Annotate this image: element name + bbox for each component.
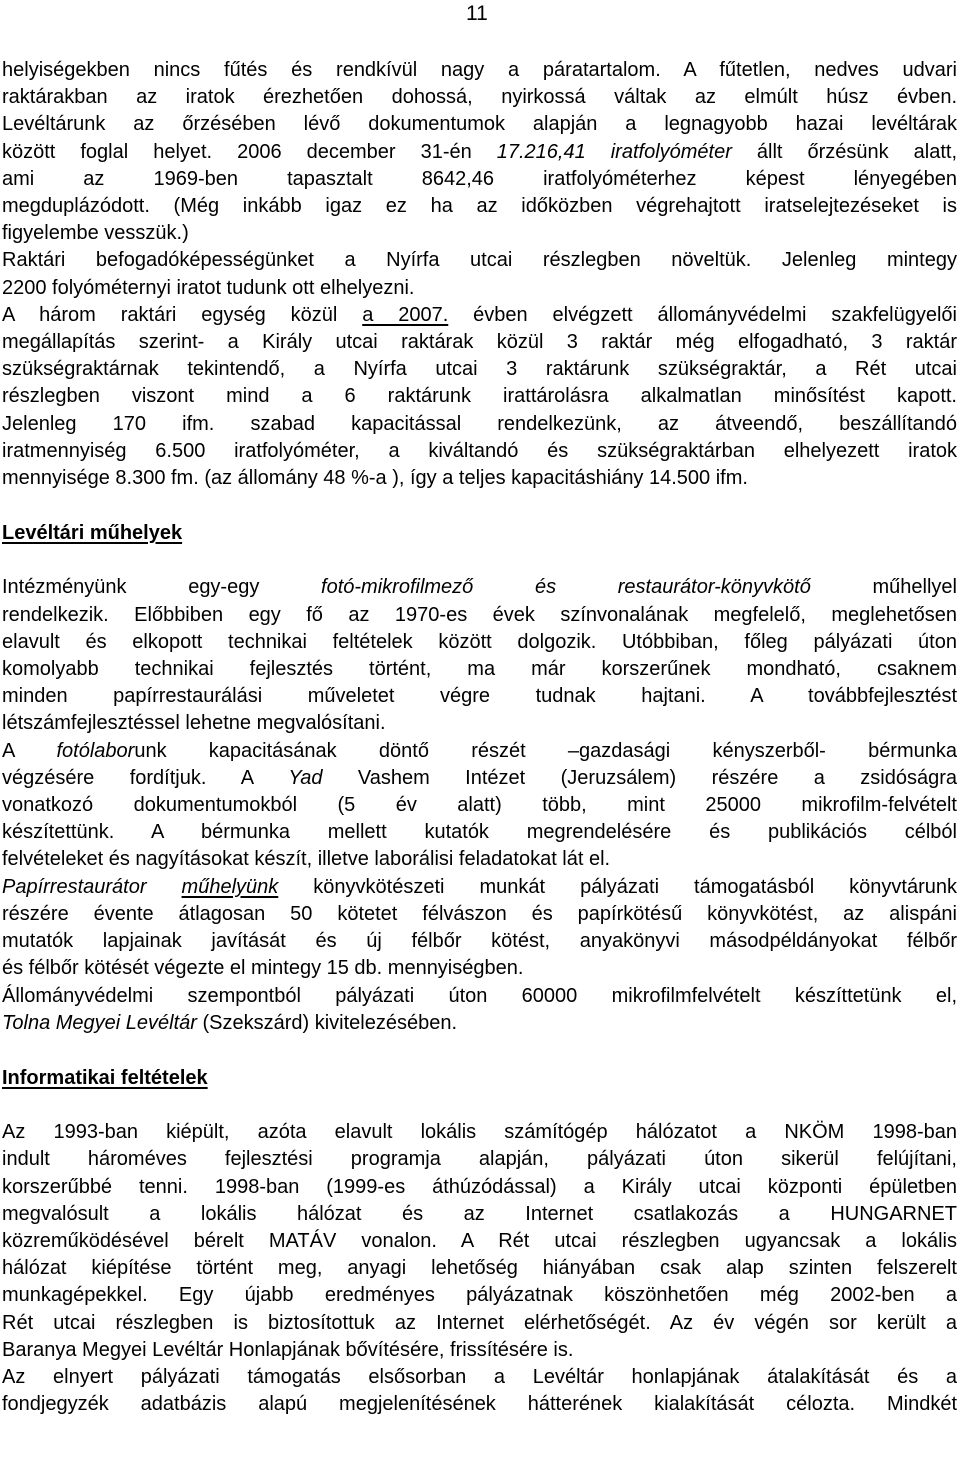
section-heading-workshops: Levéltári műhelyek: [2, 522, 183, 545]
text-span: könyvkötészeti munkát pályázati támogatásból könyvtárunk: [278, 875, 957, 898]
underlined-italic-span: műhelyünk: [181, 875, 279, 898]
paragraph-inspection: [2, 302, 957, 492]
italic-span: fotó-mikrofilmező és restaurátor-könyvkötő: [321, 576, 811, 599]
italic-span: fotólabor: [56, 739, 135, 762]
text-span: végzésére fordítjuk. A: [2, 766, 289, 789]
text-line: helyiségekben nincs fűtés és rendkívül nagy a páratartalom. A fűtetlen, nedves udvari: [2, 59, 957, 81]
text-line: rendelkezik. Előbbiben egy fő az 1970-es évek színvonalának megfelelő, meglehetősen: [2, 603, 957, 626]
text-span: A három raktári egység közül: [2, 303, 363, 326]
underlined-span: a 2007.: [362, 303, 449, 326]
text-span: között foglal helyet. 2006 december 31-én: [2, 140, 497, 163]
italic-span: Tolna Megyei Levéltár: [2, 1011, 197, 1034]
text-line: minden papírrestaurálási műveletet végre tudnak hajtani. A továbbfejlesztést: [2, 685, 957, 708]
text-line: fondjegyzék adatbázis alapú megjelenítésének hátterének kialakítását célozta. Mindkét: [2, 1393, 957, 1416]
text-span: A: [2, 739, 57, 762]
document-body: [2, 57, 957, 1418]
text-line: megállapítás szerint- a Király utcai raktárak közül 3 raktár még elfogadható, 3 raktár: [2, 331, 957, 354]
text-line: megvalósult a lokális hálózat és az Internet csatlakozás a HUNGARNET: [2, 1202, 957, 1225]
text-line: felvételeket és nagyításokat készít, illetve laborálisi feladatokat lát el.: [2, 848, 611, 871]
text-span: Vashem Intézet (Jeruzsálem) részére a zsidóságra: [322, 766, 957, 789]
text-line: elavult és elkopott technikai feltételek között dolgozik. Utóbbiban, főleg pályázati úton: [2, 630, 957, 653]
text-line: mennyisége 8.300 fm. (az állomány 48 %-a ), így a teljes kapacitáshiány 14.500 ifm.: [2, 467, 748, 490]
text-span: (Szekszárd) kivitelezésében.: [196, 1011, 458, 1034]
paragraph-capacity: [2, 247, 957, 301]
text-line: figyelembe vesszük.): [2, 222, 189, 245]
text-line: Baranya Megyei Levéltár Honlapjának bővítésére, frissítésére is.: [2, 1338, 574, 1361]
text-line: iratmennyiség 6.500 iratfolyóméter, a kiváltandó és szükségraktárban elhelyezett iratok: [2, 439, 957, 462]
text-line: Az 1993-ban kiépült, azóta elavult lokális számítógép hálózatot a NKÖM 1998-ban: [2, 1121, 957, 1144]
text-line: korszerűbbé tenni. 1998-ban (1999-es áthúzódással) a Király utcai központi épületben: [2, 1175, 957, 1198]
text-span: unk kapacitásának döntő részét: [134, 739, 568, 762]
text-line: Raktári befogadóképességünket a Nyírfa utcai részlegben növeltük. Jelenleg mintegy: [2, 249, 957, 272]
italic-span: Yad: [288, 766, 323, 789]
text-span: állt őrzésünk alatt,: [731, 140, 957, 163]
text-line: részére évente átlagosan 50 kötetet félvászon és papírkötésű könyvkötést, az alispáni: [2, 902, 957, 925]
text-line: készítettünk. A bérmunka mellett kutatók megrendelésére és publikációs célból: [2, 821, 957, 844]
text-line: és félbőr kötését végezte el mintegy 15 db. mennyiségben.: [2, 957, 524, 980]
paragraph-photo-lab: [2, 738, 957, 874]
text-line: [2, 765, 957, 792]
italic-span: Papírrestaurátor: [2, 875, 182, 898]
text-line: Jelenleg 170 ifm. szabad kapacitással rendelkezünk, az átveendő, beszállítandó: [2, 412, 957, 435]
text-line: megduplázódott. (Még inkább igaz ez ha az időközben végrehajtott iratselejtezéseket is: [2, 195, 957, 218]
text-line: Az elnyert pályázati támogatás elsősorban a Levéltár honlapjának átalakítását és a: [2, 1365, 957, 1388]
text-line: részlegben viszont mind a 6 raktárunk irattárolásra alkalmatlan minősítést kapott.: [2, 385, 957, 408]
paragraph-storage-conditions: [2, 57, 957, 247]
paragraph-microfilm: [2, 983, 957, 1037]
text-span: évben elvégzett állományvédelmi szakfelügyelői: [448, 303, 957, 326]
text-line: [2, 738, 957, 765]
text-line: [2, 139, 957, 166]
text-line: Levéltárunk az őrzésében lévő dokumentumok alapján a legnagyobb hazai levéltárak: [2, 113, 957, 136]
paragraph-restoration: [2, 874, 957, 983]
text-line: indult hároméves fejlesztési programja alapján, pályázati úton sikerül felújítani,: [2, 1148, 957, 1171]
text-span: –gazdasági kényszerből- bérmunka: [567, 739, 958, 762]
text-line: vonatkozó dokumentumokból (5 év alatt) több, mint 25000 mikrofilm-felvételt: [2, 794, 957, 817]
text-line: ami az 1969-ben tapasztalt 8642,46 iratfolyóméterhez képest lényegében: [2, 167, 957, 190]
paragraph-website: [2, 1364, 957, 1418]
text-line: létszámfejlesztéssel lehetne megvalósítani.: [2, 712, 386, 735]
text-line: [2, 302, 957, 329]
page-number: 11: [466, 2, 488, 25]
text-span: Intézményünk egy-egy: [2, 576, 322, 599]
text-line: komolyabb technikai fejlesztés történt, ma már korszerűnek mondható, csaknem: [2, 658, 957, 681]
paragraph-workshops: [2, 574, 957, 737]
text-span: műhellyel: [810, 576, 957, 599]
paragraph-network: [2, 1119, 957, 1364]
text-line: Állományvédelmi szempontból pályázati úton 60000 mikrofilmfelvételt készíttetünk el,: [2, 984, 957, 1007]
text-line: [2, 1010, 957, 1037]
text-line: munkagépekkel. Egy újabb eredményes pályázatnak köszönhetően még 2002-ben a: [2, 1284, 957, 1307]
section-heading-it: Informatikai feltételek: [2, 1066, 208, 1089]
text-line: 2200 folyóméternyi iratot tudunk ott elhelyezni.: [2, 276, 415, 299]
text-line: hálózat kiépítése történt meg, anyagi lehetőség hiányában csak alap szinten felszerelt: [2, 1257, 957, 1280]
italic-span: 17.216,41 iratfolyóméter: [496, 140, 732, 163]
text-line: raktárakban az iratok érezhetően dohossá, nyirkossá váltak az elmúlt húsz évben.: [2, 86, 957, 109]
text-line: [2, 874, 957, 901]
text-line: szükségraktárnak tekintendő, a Nyírfa utcai 3 raktárunk szükségraktár, a Rét utcai: [2, 358, 957, 381]
text-line: Rét utcai részlegben is biztosítottuk az Internet elérhetőségét. Az év végén sor került a: [2, 1311, 957, 1334]
text-line: közreműködésével bérelt MATÁV vonalon. A Rét utcai részlegben ugyancsak a lokális: [2, 1229, 957, 1252]
text-line: [2, 574, 957, 601]
text-line: mutatók lapjainak javítását és új félbőr kötést, anyakönyvi másodpéldányokat félbőr: [2, 930, 957, 953]
